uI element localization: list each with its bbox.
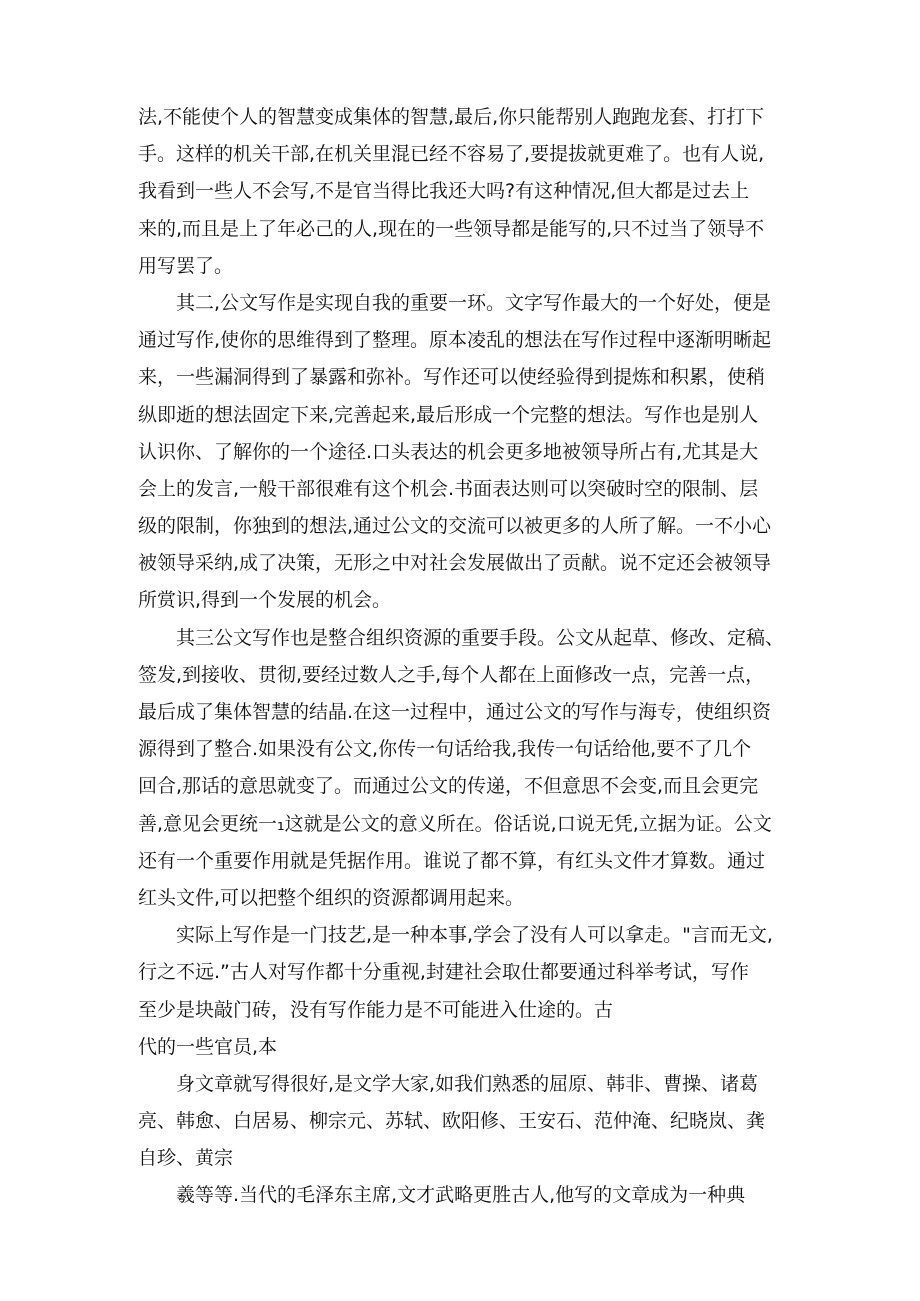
text-line: 善,意见会更统一₁这就是公文的意义所在。俗话说,口说无凭,立据为证。公文 xyxy=(138,812,772,835)
text-line: 代的一些官员,本 xyxy=(138,1035,278,1058)
paragraph-first-line: 身文章就写得很好,是文学大家,如我们熟悉的屈原、韩非、曹操、诸葛 xyxy=(176,1072,759,1095)
text-line: 认识你、了解你的一个途径.口头表达的机会更多地被领导所占有,尤其是大 xyxy=(138,440,759,463)
text-line: 至少是块敲门砖，没有写作能力是不可能进入仕途的。古 xyxy=(138,998,614,1021)
text-line: 被领导采纳,成了决策，无形之中对社会发展做出了贡献。说不定还会被领导 xyxy=(138,552,772,575)
paragraph-first-line: 其二,公文写作是实现自我的重要一环。文字写作最大的一个好处，便是 xyxy=(176,291,772,314)
text-line: 级的限制，你独到的想法,通过公文的交流可以被更多的人所了解。一不小心 xyxy=(138,515,772,538)
text-line: 亮、韩愈、白居易、柳宗元、苏轼、欧阳修、王安石、范仲淹、纪晓岚、龚 xyxy=(138,1110,766,1133)
text-line: 自珍、黄宗 xyxy=(138,1147,234,1170)
text-line: 还有一个重要作用就是凭据作用。谁说了都不算，有红头文件才算数。通过 xyxy=(138,849,766,872)
text-line: 红头文件,可以把整个组织的资源都调用起来。 xyxy=(138,886,525,909)
text-line: 纵即逝的想法固定下来,完善起来,最后形成一个完整的想法。写作也是别人 xyxy=(138,403,759,426)
text-line: 法,不能使个人的智慧变成集体的智慧,最后,你只能帮别人跑跑龙套、打打下 xyxy=(138,106,765,128)
paragraph-first-line: 实际上写作是一门技艺,是一种本事,学会了没有人可以拿走。"言而无文, xyxy=(176,924,773,947)
paragraph-first-line: 其三公文写作也是整合组织资源的重要手段。公文从起草、修改、定稿、 xyxy=(176,626,785,649)
text-line: 用写罢了。 xyxy=(138,254,234,277)
paragraph-first-line: 羲等等.当代的毛泽东主席,文才武略更胜古人,他写的文章成为一种典 xyxy=(176,1184,746,1207)
text-line: 我看到一些人不会写,不是官当得比我还大吗?有这种情况,但大都是过去上 xyxy=(138,180,750,203)
text-line: 会上的发言,一般干部很难有这个机会.书面表达则可以突破时空的限制、层 xyxy=(138,477,759,500)
text-line: 来的,而且是上了年必己的人,现在的一些领导都是能写的,只不过当了领导不 xyxy=(138,217,765,240)
text-line: 回合,那话的意思就变了。而通过公文的传递，不但意思不会变,而且会更完 xyxy=(138,775,759,798)
text-line: 所赏识,得到一个发展的机会。 xyxy=(138,589,392,612)
text-line: 通过写作,使你的思维得到了整理。原本凌乱的想法在写作过程中逐渐明晰起 xyxy=(138,329,772,352)
text-line: 行之不远.”古人对写作都十分重视,封建社会取仕都要通过科举考试，写作 xyxy=(138,961,749,984)
text-line: 手。这样的机关干部,在机关里混已经不容易了,要提拔就更难了。也有人说, xyxy=(138,143,765,166)
text-line: 源得到了整合.如果没有公文,你传一句话给我,我传一句话给他,要不了几个 xyxy=(138,738,752,761)
text-line: 签发,到接收、贯彻,要经过数人之手,每个人都在上面修改一点，完善一点， xyxy=(138,663,765,686)
text-line: 最后成了集体智慧的结晶.在这一过程中，通过公文的写作与海专，使组织资 xyxy=(138,701,772,723)
text-line: 来，一些漏洞得到了暴露和弥补。写作还可以使经验得到提炼和积累，使稍 xyxy=(138,366,766,389)
document-body xyxy=(138,99,798,1215)
